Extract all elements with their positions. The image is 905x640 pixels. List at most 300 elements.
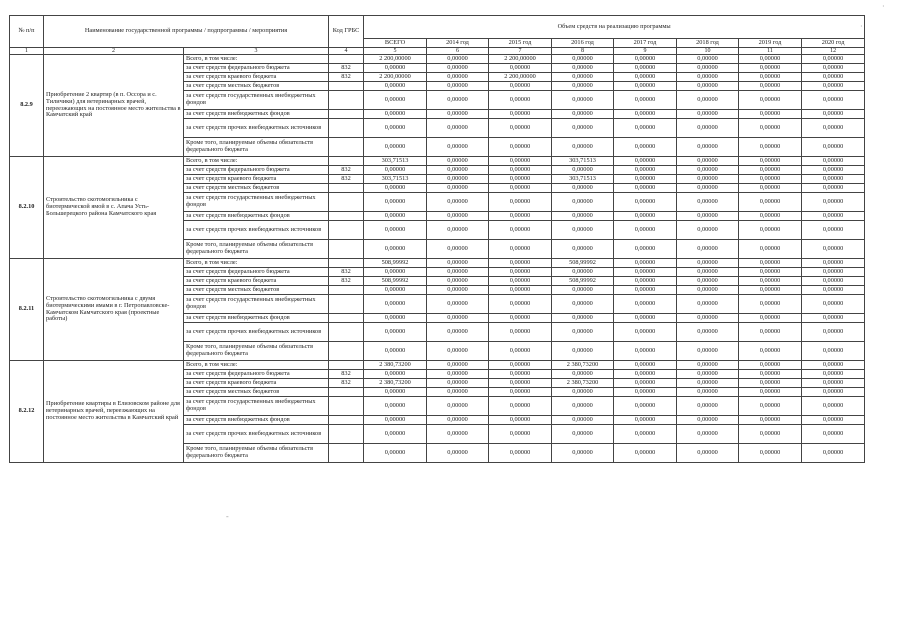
column-index: 4 [329,48,364,55]
grbs-code: 832 [329,175,364,184]
amount-year: 0,00000 [614,295,677,314]
amount-total: 0,00000 [364,416,427,425]
grbs-code: 832 [329,268,364,277]
amount-total: 0,00000 [364,82,427,91]
amount-year: 0,00000 [552,323,614,342]
col-name-header: Наименование государственной программы / подпрограммы / мероприятия [44,16,329,48]
amount-year: 0,00000 [614,379,677,388]
amount-total: 0,00000 [364,184,427,193]
item-number: 8.2.12 [10,361,44,463]
amount-year: 0,00000 [677,82,739,91]
amount-year: 0,00000 [739,277,802,286]
item-number: 8.2.11 [10,259,44,361]
column-index: 5 [364,48,427,55]
amount-year: 0,00000 [677,64,739,73]
grbs-code [329,212,364,221]
amount-year: 0,00000 [614,268,677,277]
amount-year: 0,00000 [489,240,552,259]
budget-sheet [9,15,864,463]
amount-year: 0,00000 [677,212,739,221]
amount-year: 0,00000 [677,425,739,444]
amount-total: 0,00000 [364,323,427,342]
amount-total: 0,00000 [364,110,427,119]
amount-year: 0,00000 [802,388,865,397]
amount-year: 0,00000 [614,425,677,444]
table-row [10,55,865,64]
amount-year: 0,00000 [802,379,865,388]
table-row [10,361,865,370]
funding-source: за счет средств федерального бюджета [184,64,329,73]
column-index: 7 [489,48,552,55]
amount-year: 0,00000 [739,342,802,361]
amount-year: 0,00000 [677,73,739,82]
amount-year: 0,00000 [552,314,614,323]
amount-year: 0,00000 [489,193,552,212]
amount-year: 0,00000 [427,295,489,314]
amount-year: 0,00000 [427,425,489,444]
grbs-code [329,295,364,314]
amount-total: 508,99992 [364,259,427,268]
amount-year: 0,00000 [489,175,552,184]
amount-year: 0,00000 [677,110,739,119]
funding-source: за счет средств местных бюджетов [184,184,329,193]
amount-year: 0,00000 [739,416,802,425]
amount-year: 0,00000 [739,286,802,295]
amount-year: 0,00000 [614,221,677,240]
amount-year: 0,00000 [427,73,489,82]
funding-source: Кроме того, планируемые объемы обязательств федерального бюджета [184,240,329,259]
amount-year: 0,00000 [489,221,552,240]
amount-year: 0,00000 [427,342,489,361]
funding-source: за счет средств прочих внебюджетных источников [184,425,329,444]
amount-year: 0,00000 [427,184,489,193]
column-index: 10 [677,48,739,55]
funding-source: за счет средств государственных внебюджетных фондов [184,295,329,314]
amount-year: 0,00000 [802,193,865,212]
grbs-code: 832 [329,64,364,73]
amount-year: 0,00000 [677,370,739,379]
amount-year: 0,00000 [677,259,739,268]
amount-year: 0,00000 [802,416,865,425]
amount-year: 0,00000 [427,388,489,397]
grbs-code [329,82,364,91]
amount-year: 508,99992 [552,277,614,286]
amount-year: 303,71513 [552,157,614,166]
amount-year: 0,00000 [802,221,865,240]
grbs-code [329,221,364,240]
amount-year: 0,00000 [802,259,865,268]
grbs-code [329,388,364,397]
amount-year: 2 380,73200 [552,361,614,370]
year-header: 2015 год [489,39,552,48]
scan-speck: · [882,2,885,11]
amount-year: 0,00000 [427,119,489,138]
amount-year: 0,00000 [739,110,802,119]
amount-year: 0,00000 [489,64,552,73]
amount-year: 0,00000 [427,370,489,379]
amount-year: 0,00000 [677,397,739,416]
grbs-code: 832 [329,379,364,388]
funding-source: Кроме того, планируемые объемы обязательств федерального бюджета [184,444,329,463]
amount-year: 0,00000 [802,110,865,119]
amount-year: 0,00000 [489,323,552,342]
amount-year: 0,00000 [739,314,802,323]
amount-year: 0,00000 [802,323,865,342]
amount-year: 0,00000 [489,119,552,138]
amount-year: 0,00000 [739,397,802,416]
amount-year: 0,00000 [677,184,739,193]
grbs-code [329,444,364,463]
amount-year: 0,00000 [427,193,489,212]
amount-year: 0,00000 [677,175,739,184]
amount-year: 0,00000 [802,286,865,295]
amount-year: 0,00000 [489,397,552,416]
amount-year: 0,00000 [739,55,802,64]
amount-year: 0,00000 [427,82,489,91]
amount-year: 0,00000 [552,370,614,379]
amount-total: 0,00000 [364,240,427,259]
amount-total: 2 200,00000 [364,73,427,82]
amount-year: 0,00000 [802,64,865,73]
amount-year: 0,00000 [739,323,802,342]
amount-year: 0,00000 [489,91,552,110]
amount-year: 0,00000 [739,212,802,221]
amount-year: 0,00000 [489,425,552,444]
amount-year: 0,00000 [802,91,865,110]
amount-total: 0,00000 [364,268,427,277]
amount-year: 0,00000 [739,268,802,277]
amount-year: 0,00000 [677,342,739,361]
amount-year: 0,00000 [614,193,677,212]
item-name: Строительство скотомогильника с двумя биотермическими ямами в г. Петропавловске-Камчатском Камчатского края (проектные работы) [44,259,184,361]
amount-year: 0,00000 [614,342,677,361]
amount-year: 0,00000 [614,175,677,184]
amount-year: 0,00000 [677,268,739,277]
amount-year: 0,00000 [739,157,802,166]
grbs-code [329,286,364,295]
amount-year: 0,00000 [427,110,489,119]
amount-year: 0,00000 [427,379,489,388]
grbs-code [329,91,364,110]
amount-year: 0,00000 [677,240,739,259]
amount-total: 2 380,73200 [364,379,427,388]
column-index: 2 [44,48,184,55]
amount-year: 0,00000 [802,314,865,323]
amount-year: 0,00000 [614,388,677,397]
amount-year: 0,00000 [552,295,614,314]
funding-source: за счет средств государственных внебюджетных фондов [184,91,329,110]
amount-year: 0,00000 [427,138,489,157]
amount-year: 0,00000 [427,277,489,286]
amount-year: 0,00000 [614,166,677,175]
amount-year: 0,00000 [489,110,552,119]
amount-year: 0,00000 [614,240,677,259]
amount-year: 0,00000 [677,361,739,370]
amount-year: 0,00000 [552,91,614,110]
amount-year: 0,00000 [677,157,739,166]
funding-source: за счет средств краевого бюджета [184,175,329,184]
amount-total: 303,71513 [364,157,427,166]
amount-total: 0,00000 [364,388,427,397]
amount-total: 0,00000 [364,119,427,138]
amount-year: 0,00000 [489,370,552,379]
amount-year: 0,00000 [677,444,739,463]
funding-source: за счет средств краевого бюджета [184,73,329,82]
item-number: 8.2.9 [10,55,44,157]
amount-year: 0,00000 [614,184,677,193]
amount-year: 0,00000 [614,138,677,157]
amount-year: 0,00000 [739,138,802,157]
amount-year: 0,00000 [552,388,614,397]
amount-total: 2 380,73200 [364,361,427,370]
amount-year: 0,00000 [802,82,865,91]
scan-speck: - [226,512,229,521]
item-number: 8.2.10 [10,157,44,259]
amount-year: 0,00000 [427,55,489,64]
grbs-code [329,193,364,212]
amount-year: 0,00000 [489,416,552,425]
amount-year: 303,71513 [552,175,614,184]
amount-year: 0,00000 [614,286,677,295]
amount-year: 0,00000 [802,184,865,193]
amount-year: 0,00000 [427,259,489,268]
amount-year: 0,00000 [552,166,614,175]
grbs-code [329,157,364,166]
grbs-code [329,323,364,342]
amount-year: 0,00000 [677,91,739,110]
amount-year: 0,00000 [677,221,739,240]
amount-year: 0,00000 [489,157,552,166]
amount-year: 0,00000 [614,361,677,370]
amount-year: 0,00000 [614,157,677,166]
amount-year: 0,00000 [552,64,614,73]
amount-year: 0,00000 [427,361,489,370]
amount-year: 0,00000 [489,268,552,277]
amount-total: 0,00000 [364,425,427,444]
funding-source: за счет средств федерального бюджета [184,166,329,175]
grbs-code: 832 [329,166,364,175]
funding-source: за счет средств внебюджетных фондов [184,416,329,425]
amount-year: 0,00000 [552,184,614,193]
amount-year: 0,00000 [802,240,865,259]
grbs-code [329,397,364,416]
amount-year: 0,00000 [489,295,552,314]
funding-source: Всего, в том числе: [184,361,329,370]
table-row [10,157,865,166]
amount-year: 0,00000 [552,82,614,91]
col-number-header: № п/п [10,16,44,48]
amount-year: 0,00000 [739,379,802,388]
item-name: Приобретение квартиры в Елизовском районе для ветеринарных врачей, переезжающих на постоянное место жительства в Камчатский край [44,361,184,463]
amount-year: 0,00000 [677,277,739,286]
amount-year: 0,00000 [427,286,489,295]
amount-year: 0,00000 [427,221,489,240]
amount-year: 0,00000 [739,259,802,268]
funding-source: Кроме того, планируемые объемы обязательств федерального бюджета [184,342,329,361]
amount-year: 0,00000 [802,295,865,314]
year-header: 2020 год [802,39,865,48]
amount-year: 0,00000 [489,166,552,175]
column-index: 6 [427,48,489,55]
amount-year: 0,00000 [802,397,865,416]
amount-year: 0,00000 [552,268,614,277]
grbs-code: 832 [329,73,364,82]
amount-year: 0,00000 [677,119,739,138]
funding-source: за счет средств краевого бюджета [184,277,329,286]
amount-year: 0,00000 [489,184,552,193]
amount-year: 0,00000 [427,240,489,259]
amount-year: 0,00000 [677,416,739,425]
amount-total: 0,00000 [364,314,427,323]
grbs-code [329,138,364,157]
amount-total: 508,99992 [364,277,427,286]
amount-year: 0,00000 [427,166,489,175]
amount-year: 0,00000 [552,55,614,64]
amount-year: 0,00000 [614,370,677,379]
grbs-code [329,240,364,259]
funding-source: Всего, в том числе: [184,259,329,268]
amount-total: 0,00000 [364,444,427,463]
amount-year: 0,00000 [739,73,802,82]
amount-total: 0,00000 [364,397,427,416]
grbs-code [329,425,364,444]
amount-year: 0,00000 [677,379,739,388]
amount-year: 0,00000 [427,175,489,184]
amount-year: 0,00000 [802,119,865,138]
amount-year: 0,00000 [427,91,489,110]
amount-year: 0,00000 [802,444,865,463]
year-header: 2016 год [552,39,614,48]
amount-year: 0,00000 [677,55,739,64]
amount-year: 0,00000 [552,240,614,259]
funding-source: Всего, в том числе: [184,55,329,64]
amount-year: 0,00000 [739,221,802,240]
amount-year: 2 200,00000 [489,73,552,82]
amount-year: 0,00000 [802,73,865,82]
amount-year: 0,00000 [802,277,865,286]
column-index: 1 [10,48,44,55]
amount-year: 0,00000 [552,425,614,444]
amount-year: 0,00000 [802,268,865,277]
grbs-code: 832 [329,277,364,286]
grbs-code [329,184,364,193]
amount-year: 0,00000 [739,119,802,138]
grbs-code [329,259,364,268]
grbs-code [329,314,364,323]
scan-speck: · [860,22,863,31]
amount-year: 0,00000 [552,212,614,221]
amount-year: 0,00000 [739,64,802,73]
funding-source: за счет средств местных бюджетов [184,286,329,295]
amount-year: 0,00000 [489,379,552,388]
funding-source: за счет средств федерального бюджета [184,268,329,277]
amount-year: 0,00000 [614,91,677,110]
column-index: 9 [614,48,677,55]
amount-year: 0,00000 [614,277,677,286]
funding-source: за счет средств прочих внебюджетных источников [184,221,329,240]
amount-year: 0,00000 [802,370,865,379]
grbs-code [329,416,364,425]
table-body [10,55,865,463]
column-index: 11 [739,48,802,55]
amount-year: 0,00000 [739,184,802,193]
amount-year: 0,00000 [552,110,614,119]
funding-source: за счет средств внебюджетных фондов [184,110,329,119]
amount-year: 2 200,00000 [489,55,552,64]
funding-source: за счет средств внебюджетных фондов [184,314,329,323]
column-index: 12 [802,48,865,55]
amount-total: 0,00000 [364,91,427,110]
amount-year: 0,00000 [427,314,489,323]
amount-year: 0,00000 [614,259,677,268]
amount-year: 0,00000 [677,323,739,342]
funding-source: за счет средств краевого бюджета [184,379,329,388]
amount-year: 0,00000 [802,361,865,370]
table-header [10,16,865,55]
amount-total: 0,00000 [364,64,427,73]
amount-year: 0,00000 [614,73,677,82]
amount-year: 0,00000 [802,138,865,157]
amount-year: 0,00000 [489,277,552,286]
amount-total: 0,00000 [364,221,427,240]
amount-total: 0,00000 [364,295,427,314]
col-grbs-header: Код ГРБС [329,16,364,48]
amount-year: 0,00000 [552,342,614,361]
amount-year: 0,00000 [427,444,489,463]
table-row [10,259,865,268]
funding-source: за счет средств внебюджетных фондов [184,212,329,221]
amount-year: 0,00000 [552,397,614,416]
amount-year: 0,00000 [739,175,802,184]
amount-year: 0,00000 [802,157,865,166]
grbs-code [329,342,364,361]
amount-total: 0,00000 [364,166,427,175]
funding-source: Кроме того, планируемые объемы обязательств федерального бюджета [184,138,329,157]
amount-year: 0,00000 [739,91,802,110]
amount-year: 0,00000 [614,416,677,425]
amount-year: 0,00000 [427,323,489,342]
amount-year: 0,00000 [677,286,739,295]
funding-source: за счет средств местных бюджетов [184,82,329,91]
amount-year: 0,00000 [677,193,739,212]
amount-year: 0,00000 [677,388,739,397]
amount-year: 0,00000 [614,323,677,342]
amount-year: 0,00000 [552,444,614,463]
amount-year: 0,00000 [614,64,677,73]
funding-source: за счет средств государственных внебюджетных фондов [184,193,329,212]
amount-total: 2 200,00000 [364,55,427,64]
item-name: Строительство скотомогильника с биотермической ямой в с. Апача Усть-Большерецкого района Камчатского края [44,157,184,259]
year-header: ВСЕГО [364,39,427,48]
amount-year: 0,00000 [739,370,802,379]
amount-year: 0,00000 [489,212,552,221]
funding-source: за счет средств государственных внебюджетных фондов [184,397,329,416]
amount-year: 0,00000 [427,397,489,416]
program-funding-table [9,15,865,463]
amount-year: 0,00000 [614,212,677,221]
amount-year: 2 380,73200 [552,379,614,388]
amount-year: 0,00000 [552,73,614,82]
amount-year: 0,00000 [614,82,677,91]
amount-total: 0,00000 [364,370,427,379]
amount-year: 508,99992 [552,259,614,268]
amount-year: 0,00000 [614,444,677,463]
amount-year: 0,00000 [802,212,865,221]
amount-year: 0,00000 [552,221,614,240]
amount-year: 0,00000 [489,286,552,295]
amount-year: 0,00000 [552,286,614,295]
amount-year: 0,00000 [739,388,802,397]
